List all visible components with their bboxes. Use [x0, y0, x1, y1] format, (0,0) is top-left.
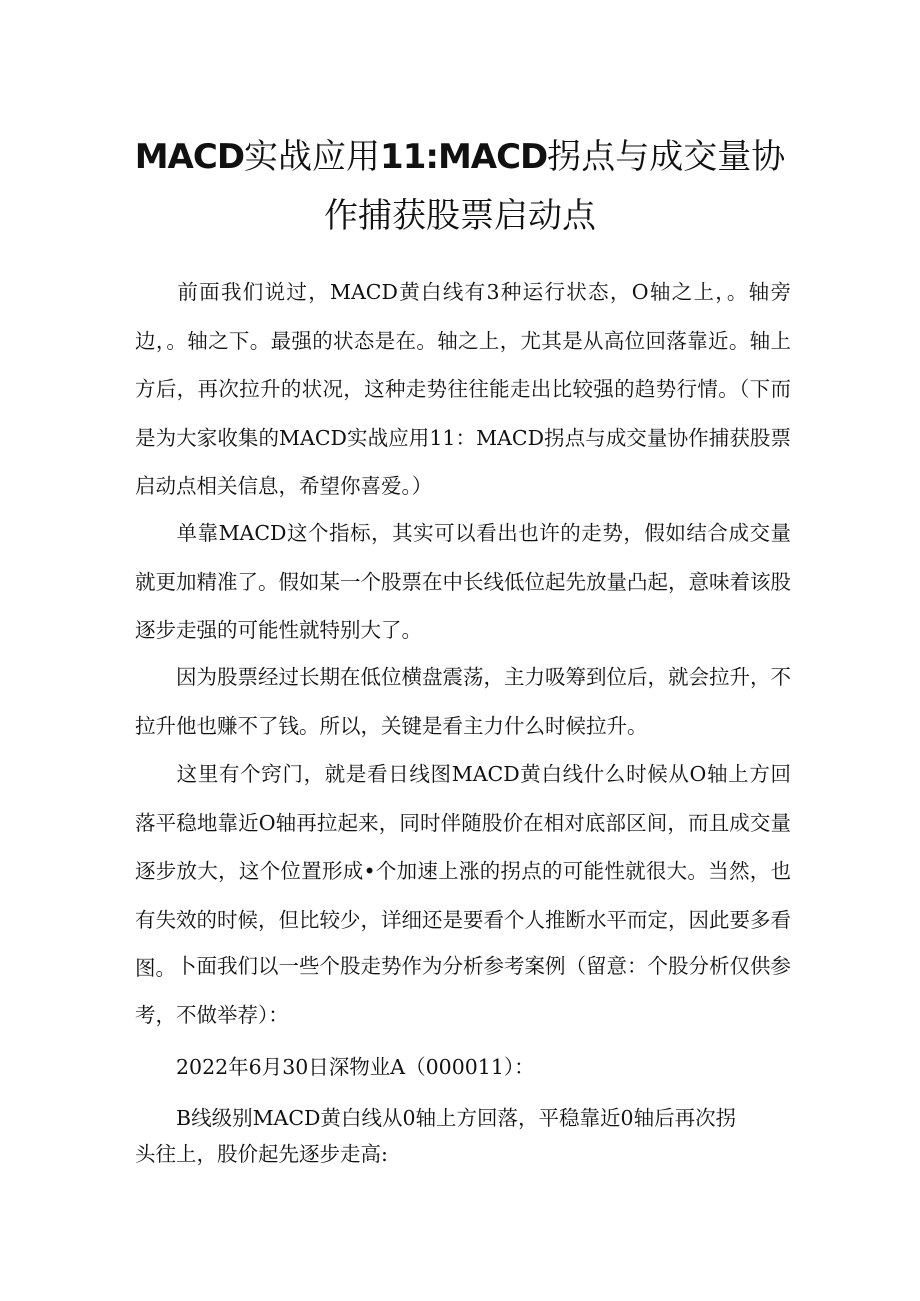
- paragraph-text: 这里有个窍门，就是看日线图MACD黄白线什么时候从O轴上方回落平稳地靠近O轴再拉起来，同时伴随股价在相对底部区间，而且成交量逐步放大，这个位置形成•个加速上涨的拐点的可能性就很大。当然，也有失效的时候，但比较少，详细还是要看个人推断水平而定，因此要多看图。: [135, 762, 791, 980]
- title-cjk-part-2: 拐点与成交量协: [547, 137, 786, 177]
- paragraph-2: [135, 509, 791, 655]
- case-description-line-2: 头往上，股价起先逐步走高:: [135, 1142, 388, 1166]
- paragraph-text: 前面我们说过，MACD黄白线有3种运行状态，O轴之上，。轴旁边，。轴之下。最强的状态是在。轴之上，尤其是从高位回落靠近。轴上方后，再次拉升的状况，这种走势往往能走出比较强的趋势行情。（下而是为大家收集的MACD实战应用11：MACD拐点与成交量协作捕获股票启动点相关信息，希望你喜爱。）: [135, 280, 791, 498]
- title-cjk-part: 实战应用: [244, 137, 381, 177]
- paragraph-3: [135, 653, 791, 750]
- case-heading: 2022年6月30日深物业A（000011）：: [176, 1055, 535, 1079]
- case-description-line-1: B线级别MACD黄白线从0轴上方回落，平稳靠近0轴后再次拐: [176, 1106, 737, 1130]
- paragraph-5: [135, 942, 791, 1039]
- paragraph-text: 卜面我们以一些个股走势作为分析参考案例（留意：个股分析仅供参考，不做举荐）：: [135, 954, 791, 1027]
- paragraph-text: 单靠MACD这个指标，其实可以看出也许的走势，假如结合成交量就更加精准了。假如某一个股票在中长线低位起先放量凸起，意味着该股逐步走强的可能性就特别大了。: [135, 521, 791, 642]
- title-latin-part-2: 11:MACD: [380, 137, 548, 177]
- document-title-line-2: 作捕获股票启动点: [324, 196, 596, 236]
- title-latin-part: MACD: [134, 137, 245, 177]
- document-title-line-1: [60, 137, 860, 177]
- paragraph-1: [135, 268, 791, 511]
- paragraph-text: 因为股票经过长期在低位横盘震荡，主力吸筹到位后，就会拉升，不拉升他也赚不了钱。所以，关键是看主力什么时候拉升。: [135, 665, 791, 738]
